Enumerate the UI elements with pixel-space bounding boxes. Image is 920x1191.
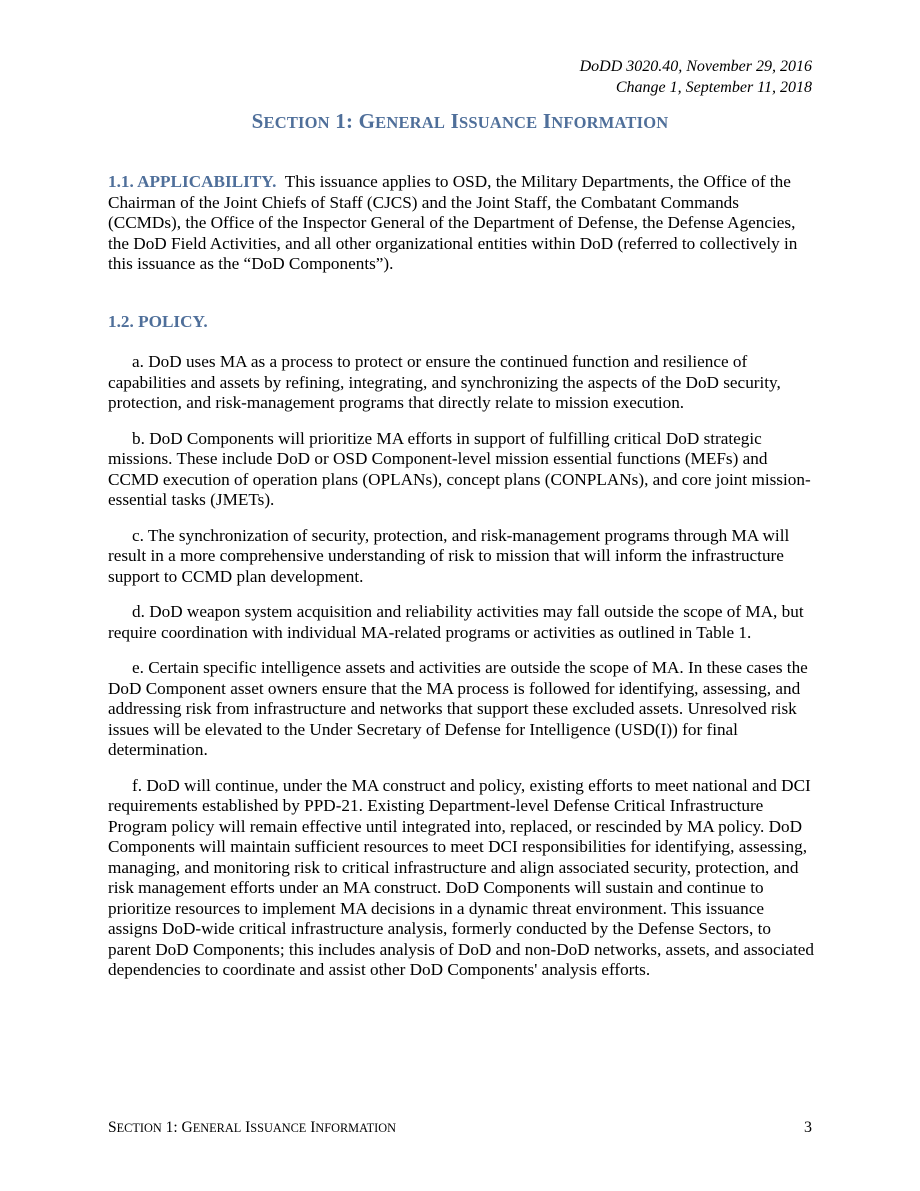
policy-item-c: c. The synchronization of security, protection, and risk-management programs through MA will result in a more comprehensive understanding of risk to mission that will inform the infrastructure support to CCMD plan development.	[108, 525, 790, 586]
policy-heading: 1.2. POLICY.	[108, 311, 208, 331]
policy-item-b: b. DoD Components will prioritize MA efforts in support of fulfilling critical DoD strategic missions. These include DoD or OSD Component-level mission essential functions (MEFs) and CCMD execution of operation plans (OPLANs), concept plans (CONPLANs), and core joint mission-essential tasks (JMETs).	[108, 428, 811, 509]
applicability-paragraph	[108, 172, 814, 275]
document-body	[108, 172, 814, 981]
header-change-date: Change 1, September 11, 2018	[615, 79, 812, 96]
running-footer	[108, 1119, 812, 1137]
policy-item-e: e. Certain specific intelligence assets and activities are outside the scope of MA. In these cases the DoD Component asset owners ensure that the MA process is followed for identifying, assessing, and addressing risk from infrastructure and networks that support these excluded assets. Unresolved risk issues will be elevated to the Under Secretary of Defense for Intelligence (USD(I)) for final determination.	[108, 658, 808, 759]
header-issuance-date: DoDD 3020.40, November 29, 2016	[579, 58, 812, 75]
policy-item-f: f. DoD will continue, under the MA construct and policy, existing efforts to meet national and DCI requirements established by PPD-21. Existing Department-level Defense Critical Infrastructure Program policy will remain effective until integrated into, replaced, or rescinded by MA policy. DoD Components will maintain sufficient resources to meet DCI responsibilities for identifying, assessing, managing, and monitoring risk to critical infrastructure and align associated security, protection, and risk management efforts under an MA construct. DoD Components will sustain and continue to prioritize resources to implement MA decisions in a dynamic threat environment. This issuance assigns DoD-wide critical infrastructure analysis, formerly conducted by the Defense Sectors, to parent DoD Components; this includes analysis of DoD and non-DoD networks, assets, and associated dependencies to coordinate and assist other DoD Components' analysis efforts.	[108, 775, 814, 979]
applicability-text: This issuance applies to OSD, the Military Departments, the Office of the Chairman of the Joint Chiefs of Staff (CJCS) and the Joint Staff, the Combatant Commands (CCMDs), the Office of the Inspector General of the Department of Defense, the Defense Agencies, the DoD Field Activities, and all other organizational entities within DoD (referred to collectively in this issuance as the “DoD Components”).	[108, 172, 798, 273]
footer-section-title: SECTION 1: GENERAL ISSUANCE INFORMATION	[108, 1119, 396, 1136]
policy-item-a: a. DoD uses MA as a process to protect or ensure the continued function and resilience of capabilities and assets by refining, integrating, and synchronizing the aspects of the DoD security, protection, and risk-management programs that directly relate to mission execution.	[108, 352, 781, 412]
section-title: SECTION 1: GENERAL ISSUANCE INFORMATION	[251, 109, 669, 133]
page-number: 3	[804, 1119, 812, 1136]
running-header	[580, 56, 812, 98]
policy-item-d: d. DoD weapon system acquisition and reliability activities may fall outside the scope of MA, but require coordination with individual MA-related programs or activities as outlined in Table 1.	[108, 602, 804, 642]
applicability-heading: 1.1. APPLICABILITY.	[108, 172, 277, 191]
